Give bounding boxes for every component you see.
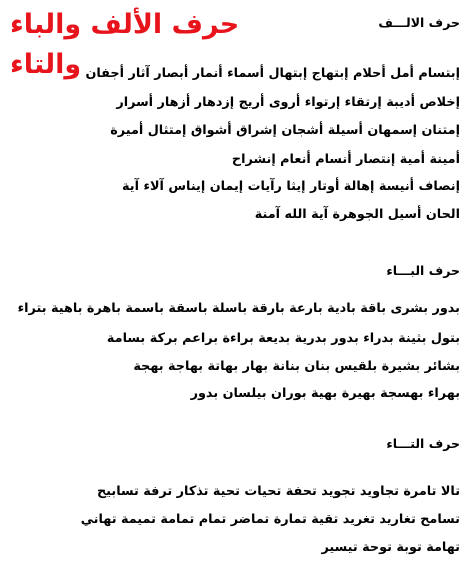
name-line: الحان أسيل الجوهرة آية الله آمنة [254, 207, 460, 222]
name-line: بتول بثينة بدراء بدور بدرية بديعة براءة براعم بركة بسامة [106, 331, 460, 346]
section-heading-alif: حرف الالـــف [378, 15, 460, 30]
section-heading-ba: حرف البـــاء [386, 263, 460, 278]
name-line: إنصاف أنيسة إهالة أوتار إيثا رآيات إيمان إيناس آلاء آية [122, 179, 460, 194]
name-line: بشائر بشيرة بلقيس بنان بنانة بهار بهاتة بهاجة بهجة [133, 359, 460, 374]
name-line: إبتسام أمل أحلام إبتهاج إبتهال أسماء أنمار أبصار آثار أجفان [85, 66, 460, 81]
name-line: إخلاص أديبة إرتقاء إرتواء أروى أريج إزدهار أزهار أسرار [116, 95, 460, 110]
name-line: تالا تامرة تجاويد تجويد تحفة تحيات تحية تذكار ترفة تسابيح [96, 484, 460, 499]
name-line: بدور بشرى باقة بادية بارعة بارقة باسلة باسقة باسمة باهرة باهية بتراء [17, 301, 460, 316]
name-line: تهامة توبة توحة تيسير [321, 540, 460, 555]
section-heading-ta: حرف التـــاء [386, 436, 460, 451]
page-title: حرف الألف والباء والتاء [10, 9, 240, 80]
name-line: إمتنان إسمهان أسيلة أشجان إشراق أشواق إمتثال أميرة [110, 123, 460, 138]
name-line: أمينة أمية إنتصار أنسام أنعام إنشراح [231, 152, 460, 167]
name-line: بهراء بهسجة بهيرة بهية بوران بيلسان بدور [190, 386, 460, 401]
name-line: تسامح تغاريد تغريد تقية تمارة تماضر تمام تمامة تميمة تهاني [80, 512, 460, 527]
